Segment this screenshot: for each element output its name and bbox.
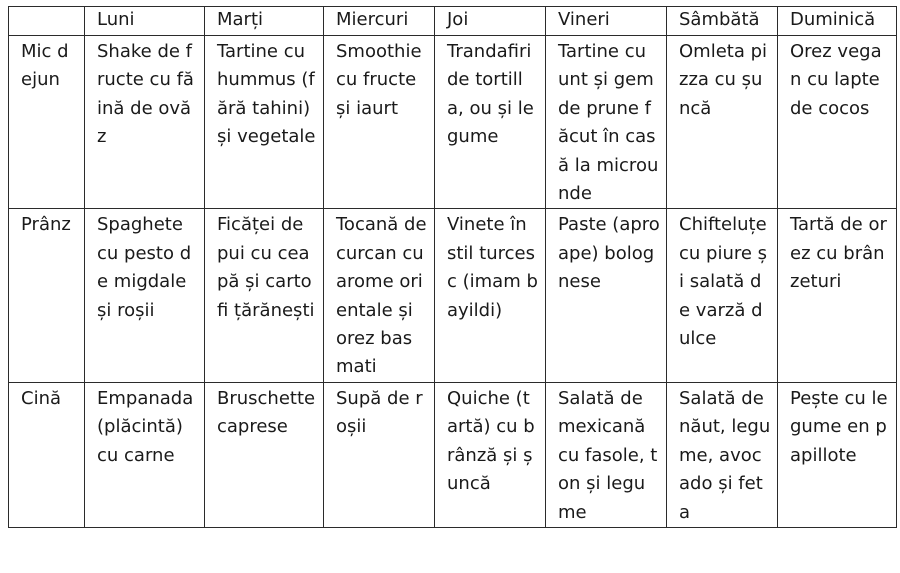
day-header-joi: Joi xyxy=(435,7,546,36)
table-cell: Spaghete cu pesto de migdale și roșii xyxy=(85,209,205,382)
table-row-pranz xyxy=(9,209,897,382)
meal-label-mic-dejun: Mic dejun xyxy=(9,36,85,209)
table-row-cina xyxy=(9,382,897,527)
corner-cell xyxy=(9,7,85,36)
table-cell: Pește cu legume en papillote xyxy=(778,382,897,527)
day-header-vineri: Vineri xyxy=(546,7,667,36)
table-cell: Paste (aproape) bolognese xyxy=(546,209,667,382)
table-cell: Supă de roșii xyxy=(324,382,435,527)
day-header-luni: Luni xyxy=(85,7,205,36)
meal-label-pranz: Prânz xyxy=(9,209,85,382)
table-cell: Salată de năut, legume, avocado și feta xyxy=(667,382,778,527)
table-cell: Tartă de orez cu brânzeturi xyxy=(778,209,897,382)
table-cell: Salată de mexicană cu fasole, ton și legume xyxy=(546,382,667,527)
table-row-mic-dejun xyxy=(9,36,897,209)
table-cell: Quiche (tartă) cu brânză și șuncă xyxy=(435,382,546,527)
day-header-sambata: Sâmbătă xyxy=(667,7,778,36)
table-cell: Ficăței de pui cu ceapă și cartofi țărănești xyxy=(205,209,324,382)
day-header-miercuri: Miercuri xyxy=(324,7,435,36)
table-cell: Tartine cu hummus (fără tahini) și vegetale xyxy=(205,36,324,209)
table-cell: Bruschette caprese xyxy=(205,382,324,527)
table-cell: Orez vegan cu lapte de cocos xyxy=(778,36,897,209)
table-cell: Tartine cu unt și gem de prune făcut în casă la microunde xyxy=(546,36,667,209)
meal-label-cina: Cină xyxy=(9,382,85,527)
table-cell: Smoothie cu fructe și iaurt xyxy=(324,36,435,209)
day-header-duminica: Duminică xyxy=(778,7,897,36)
table-cell: Tocană de curcan cu arome orientale și orez basmati xyxy=(324,209,435,382)
table-cell: Vinete în stil turcesc (imam bayildi) xyxy=(435,209,546,382)
table-cell: Chifteluțe cu piure și salată de varză dulce xyxy=(667,209,778,382)
table-cell: Trandafiri de tortilla, ou și legume xyxy=(435,36,546,209)
table-cell: Empanada (plăcintă) cu carne xyxy=(85,382,205,527)
table-cell: Shake de fructe cu făină de ovăz xyxy=(85,36,205,209)
weekly-meal-plan-table xyxy=(8,6,897,528)
day-header-marti: Marți xyxy=(205,7,324,36)
table-cell: Omleta pizza cu șuncă xyxy=(667,36,778,209)
day-header-row xyxy=(9,7,897,36)
